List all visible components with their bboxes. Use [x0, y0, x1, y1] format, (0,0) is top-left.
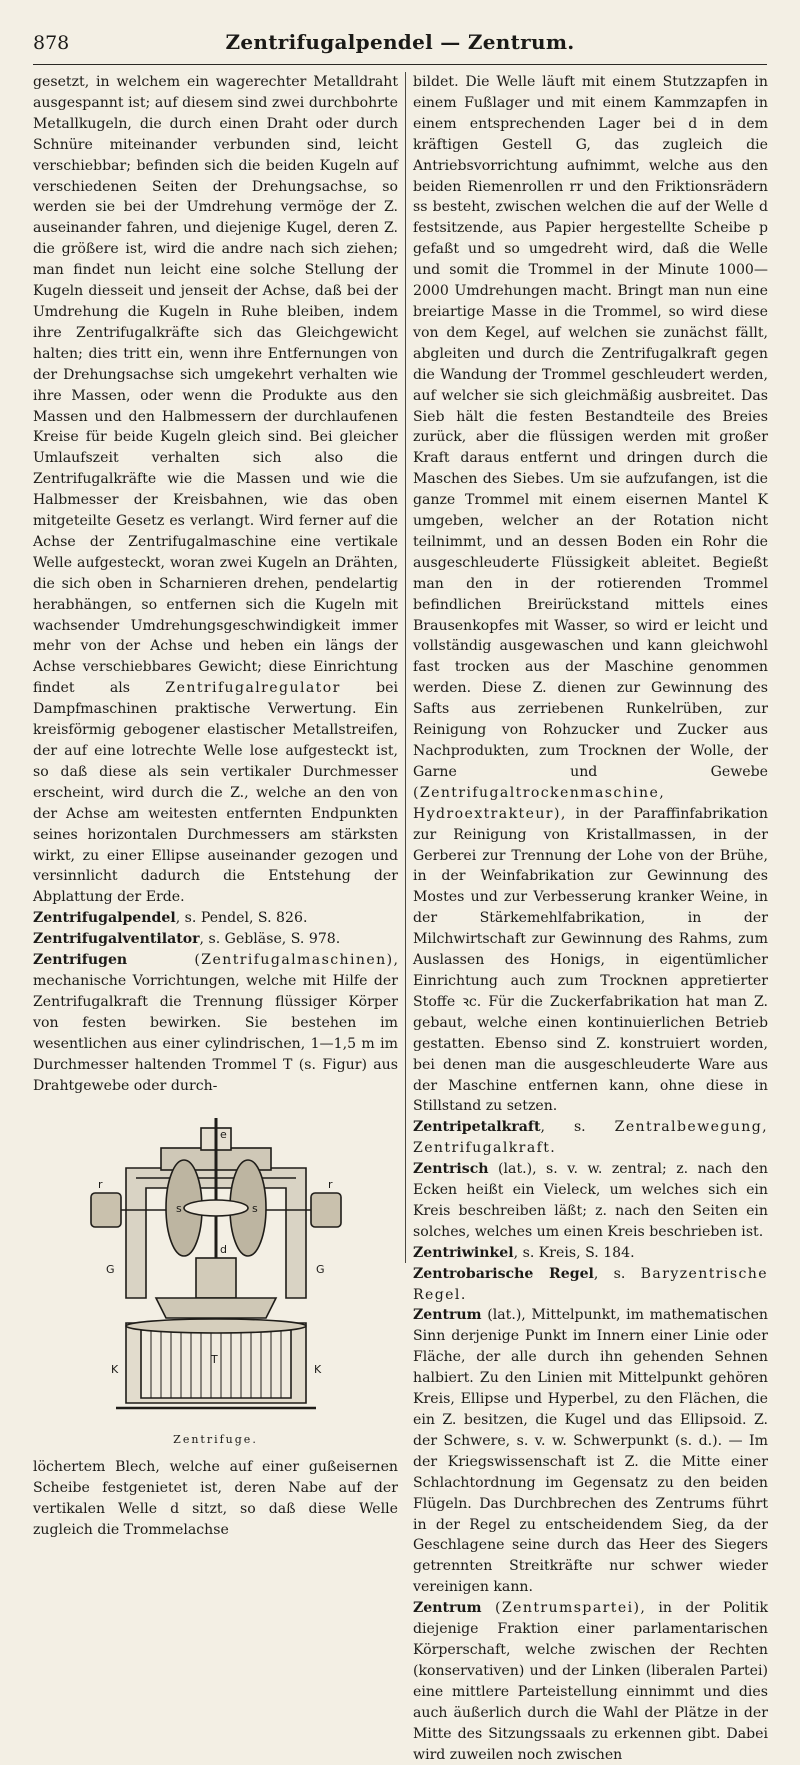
column-divider [405, 72, 406, 1263]
running-head: Zentrifugalpendel — Zentrum. [225, 30, 575, 54]
label-k-left: K [110, 1363, 118, 1377]
spaced-term: Zentrifugalregulator [165, 680, 341, 697]
page-header [33, 30, 767, 65]
lemma: Zentrifugalventilator [33, 931, 200, 948]
lemma: Zentriwinkel [413, 1244, 514, 1261]
lemma: Zentrobarische Regel [413, 1265, 594, 1282]
entry-zentrum-partei: Zentrum (Zentrumspartei), in der Politik diejenige Fraktion einer parlamentarischen Körperschaft, welche zwischen der Rechten (konservativen) und der Linken (liberalen Partei) eine mittlere Parteistellung einnimmt und dies auch äußerlich durch die Wahl der Plätze in der Mitte des Sitzungssaals zu erkennen gibt. Dabei wird zuweilen noch zwischen [413, 1600, 768, 1763]
label-s-right: s [251, 1202, 258, 1216]
label-r-right: r [327, 1178, 333, 1192]
lemma: Zentripetalkraft [413, 1119, 541, 1136]
label-t: T [210, 1353, 218, 1367]
label-d: d [219, 1243, 227, 1257]
spaced-term: (Zentrifugaltrockenmaschine, Hydroextrakteur) [413, 784, 666, 822]
entry-zentrifugen: Zentrifugen (Zentrifugalmaschinen), mechanische Vorrichtungen, welche mit Hilfe der Zentrifugalkraft die Trennung flüssiger Körper von festen bewirken. Sie bestehen im wesentlichen aus einer cylindrischen, 1—1,5 m im Durchmesser haltenden Trommel T (s. Figur) aus Drahtgewebe oder durch- [33, 952, 398, 1094]
label-s-left: s [175, 1202, 182, 1216]
entry-zentrisch: Zentrisch (lat.), s. v. w. zentral; z. nach den Ecken heißt ein Vieleck, um welches sich ein Kreis beschreiben läßt; z. nach den Seiten ein solches, welches um einen Kreis beschrieben ist. [413, 1161, 768, 1240]
label-g-right: G [315, 1263, 325, 1277]
label-g-left: G [105, 1263, 115, 1277]
lemma: Zentrifugen [33, 952, 128, 969]
entry-zentriwinkel: Zentriwinkel, s. Kreis, S. 184. [413, 1244, 635, 1261]
label-r-left: r [97, 1178, 103, 1192]
lemma: Zentrisch [413, 1161, 489, 1178]
lemma: Zentrum [413, 1600, 482, 1617]
entry-zentrobarische-regel: Zentrobarische Regel, s. Baryzentrische Regel. [413, 1265, 768, 1303]
label-k-right: K [313, 1363, 321, 1377]
entry-zentrum: Zentrum (lat.), Mittelpunkt, im mathematischen Sinn derjenige Punkt im Innern einer Linie oder Fläche, der alle durch ihn gehenden Sehnen halbiert. Zu den Linien mit Mittelpunkt gehören Kreis, Ellipse und Hyperbel, zu den Flächen, die ein Z. besitzen, die Kugel und das Ellipsoid. Z. der Schwere, s. v. w. Schwerpunkt (s. d.). — Im der Kriegswissenschaft ist Z. die Mitte einer Schlachtordnung im Gegensatz zu den beiden Flügeln. Das Durchbrechen des Zentrums führt in der Regel zu entscheidendem Sieg, da der Geschlagene seine durch das Heer des Siegers getrennten Streitkräfte nur schwer wieder vereinigen kann. [413, 1307, 768, 1596]
spaced-term: Baryzentrische Regel. [413, 1265, 768, 1303]
label-e: e [219, 1128, 227, 1142]
centrifuge-illustration [66, 1108, 366, 1428]
spaced-term: Zentralbewegung, Zentrifugalkraft. [413, 1119, 768, 1157]
lemma: Zentrifugalpendel [33, 910, 176, 927]
spaced-term: (Zentrumspartei) [495, 1600, 641, 1617]
paragraph: gesetzt, in welchem ein wagerechter Metalldraht ausgespannt ist; auf diesem sind zwei durchbohrte Metallkugeln, die durch einen Draht oder durch Schnüre miteinander verbunden sind, leicht verschiebbar; befinden sich die beiden Kugeln auf verschiedenen Seiten der Drehungsachse, so werden sie bei der Umdrehung vermöge der Z. auseinander fahren, und diejenige Kugel, deren Z. die größere ist, wird die andre nach sich ziehen; man findet nun leicht eine solche Stellung der Kugeln diesseit und jenseit der Achse, daß bei der Umdrehung die Kugeln in Ruhe bleiben, indem ihre Zentrifugalkräfte sich das Gleichgewicht halten; dies tritt ein, wenn ihre Entfernungen von der Drehungsachse sich umgekehrt verhalten wie ihre Massen, oder wenn die Produkte aus den Massen und den Halbmessern der durchlaufenen Kreise für beide Kugeln gleich sind. Bei gleicher Umlaufszeit verhalten sich also die Zentrifugalkräfte wie die Massen und wie die Halbmesser der Kreisbahnen, wie das oben mitgeteilte Gesetz es verlangt. Wird ferner auf die Achse der Zentrifugalmaschine eine vertikale Welle aufgesteckt, woran zwei Kugeln an Drähten, die sich oben in Scharnieren drehen, pendelartig herabhängen, so entfernen sich die Kugeln mit wachsender Umdrehungsgeschwindigkeit immer mehr von der Achse und heben ein längs der Achse verschiebbares Gewicht; diese Einrichtung findet als Zentrifugalregulator bei Dampfmaschinen praktische Verwertung. Ein kreisförmig gebogener elastischer Metallstreifen, der auf eine lotrechte Welle lose aufgesteckt ist, so daß diese als sein vertikaler Durchmesser erscheint, wird durch die Z., welche an den von der Achse am weitesten entfernten Endpunkten seines horizontalen Durchmessers am stärksten wirkt, zu einer Ellipse auseinander gezogen und versinnlicht dadurch die Entstehung der Abplattung der Erde. [33, 74, 399, 906]
page-number: 878 [33, 32, 70, 54]
lemma: Zentrum [413, 1307, 482, 1324]
figure-caption: Zentrifuge. [173, 1433, 258, 1447]
paragraph: bildet. Die Welle läuft mit einem Stutzzapfen in einem Fußlager und mit einem Kammzapfen in einem entsprechenden Lager bei d in dem kräftigen Gestell G, das zugleich die Antriebsvorrichtung aufnimmt, welche aus den beiden Riemenrollen rr und den Friktionsrädern ss besteht, zwischen welchen die auf der Welle d festsitzende, aus Papier hergestellte Scheibe p gefaßt und so umgedreht wird, daß die Welle und somit die Trommel in der Minute 1000—2000 Umdrehungen macht. Bringt man nun eine breiartige Masse in die Trommel, so wird diese von dem Kegel, auf welchen sie zunächst fällt, abgleiten und durch die Zentrifugalkraft gegen die Wandung der Trommel geschleudert werden, auf welcher sie sich gleichmäßig ausbreitet. Das Sieb hält die festen Bestandteile des Breies zurück, aber die flüssigen werden mit großer Kraft daraus entfernt und dringen durch die Maschen des Siebes. Um sie aufzufangen, ist die ganze Trommel mit einem eisernen Mantel K umgeben, welcher an der Rotation nicht teilnimmt, und an dessen Boden ein Rohr die ausgeschleuderte Flüssigkeit ableitet. Begießt man den in der rotierenden Trommel befindlichen Breirückstand mittels eines Brausenkopfes mit Wasser, so wird er leicht und vollständig ausgewaschen und kann gleichwohl fast trocken aus der Maschine genommen werden. Diese Z. dienen zur Gewinnung des Safts aus zerriebenen Runkelrüben, zur Reinigung von Rohzucker und Zucker aus Nachprodukten, zum Trocknen der Wolle, der Garne und Gewebe (Zentrifugaltrockenmaschine, Hydroextrakteur), in der Paraffinfabrikation zur Reinigung von Kristallmassen, in der Gerberei zur Trennung der Lohe von der Brühe, in der Weinfabrikation zur Gewinnung des Mostes und zur Verbesserung kranker Weine, in der Stärkemehlfabrikation, in der Milchwirtschaft zur Gewinnung des Rahms, zum Auslassen des Honigs, in eigentümlicher Einrichtung auch zum Trocknen appretierter Stoffe ꝛc. Für die Zuckerfabrikation hat man Z. gebaut, welche einen kontinuierlichen Betrieb gestatten. Ebenso sind Z. konstruiert worden, bei denen man die ausgeschleuderte Ware aus der Maschine entfernen kann, ohne diese in Stillstand zu setzen. [413, 74, 768, 1115]
left-column [33, 72, 399, 1539]
entry-zentrifugalpendel: Zentrifugalpendel, s. Pendel, S. 826. [33, 910, 308, 927]
right-column [413, 72, 768, 1763]
entry-zentripetalkraft: Zentripetalkraft, s. Zentralbewegung, Zentrifugalkraft. [413, 1119, 768, 1157]
centrifuge-figure [33, 1108, 398, 1451]
paragraph: löchertem Blech, welche auf einer gußeisernen Scheibe festgenietet ist, deren Nabe auf der vertikalen Welle d sitzt, so daß diese Welle zugleich die Trommelachse [33, 1459, 398, 1539]
entry-zentrifugalventilator: Zentrifugalventilator, s. Gebläse, S. 978. [33, 931, 341, 948]
spaced-term: (Zentrifugalmaschinen) [194, 952, 394, 969]
